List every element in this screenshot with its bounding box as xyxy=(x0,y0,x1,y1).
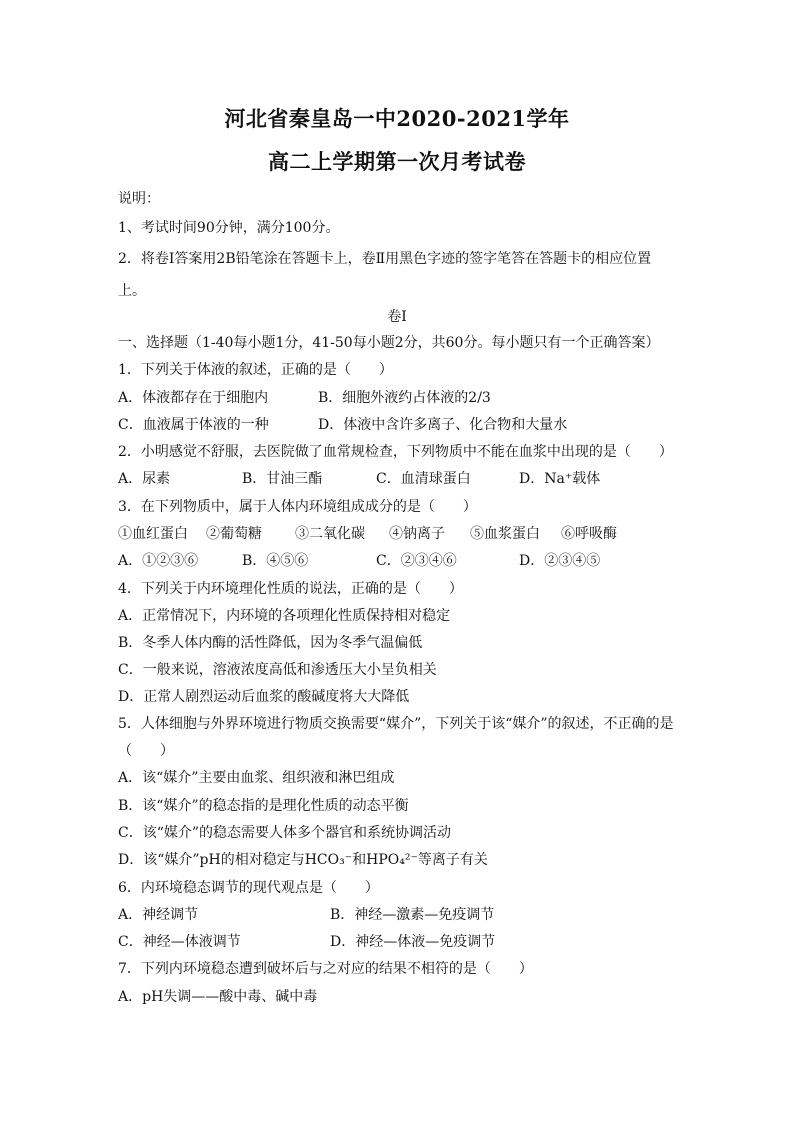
q2-option-c: C．血清球蛋白 xyxy=(376,471,471,487)
instruction-item-2: 2．将卷Ⅰ答案用2B铅笔涂在答题卡上，卷Ⅱ用黑色字迹的签字笔答在答题卡的相应位置 xyxy=(118,251,652,267)
question-5-stem-cont: （ ） xyxy=(118,743,174,759)
q3-option-a: A．①②③⑥ xyxy=(118,553,199,569)
part-heading: 一、选择题（1-40每小题1分，41-50每小题2分，共60分。每小题只有一个正确答案） xyxy=(118,335,660,351)
q3-item-1: ①血红蛋白 xyxy=(118,526,188,542)
question-4-stem: 4．下列关于内环境理化性质的说法，正确的是（ ） xyxy=(118,581,463,597)
q4-option-a: A．正常情况下，内环境的各项理化性质保持相对稳定 xyxy=(118,608,451,624)
q2-option-d: D．Na⁺载体 xyxy=(519,471,601,487)
q7-option-a: A．pH失调——酸中毒、碱中毒 xyxy=(118,989,318,1005)
question-2-stem: 2．小明感觉不舒服，去医院做了血常规检查，下列物质中不能在血浆中出现的是（ ） xyxy=(118,444,673,460)
q5-option-d: D．该“媒介”pH的相对稳定与HCO₃⁻和HPO₄²⁻等离子有关 xyxy=(118,852,488,868)
instructions-label: 说明： xyxy=(118,191,160,207)
q4-option-d: D．正常人剧烈运动后血浆的酸碱度将大大降低 xyxy=(118,689,410,705)
question-7-stem: 7．下列内环境稳态遭到破坏后与之对应的结果不相符的是（ ） xyxy=(118,961,533,977)
q5-option-c: C．该“媒介”的稳态需要人体多个器官和系统协调活动 xyxy=(118,825,452,841)
q3-item-2: ②葡萄糖 xyxy=(206,526,262,542)
q5-option-a: A．该“媒介”主要由血浆、组织液和淋巴组成 xyxy=(118,770,395,786)
section-title: 卷Ⅰ xyxy=(387,309,407,325)
q3-item-6: ⑥呼吸酶 xyxy=(561,526,617,542)
instruction-item-1: 1、考试时间90分钟，满分100分。 xyxy=(118,220,340,236)
question-5-stem: 5．人体细胞与外界环境进行物质交换需要“媒介”，下列关于该“媒介”的叙述，不正确的是 xyxy=(118,716,674,732)
question-6-stem: 6．内环境稳态调节的现代观点是（ ） xyxy=(118,880,379,896)
instruction-item-2-cont: 上。 xyxy=(118,283,146,299)
q1-option-b: B．细胞外液约占体液的2/3 xyxy=(318,390,491,406)
question-1-stem: 1．下列关于体液的叙述，正确的是（ ） xyxy=(118,362,393,378)
q6-option-a: A．神经调节 xyxy=(118,907,199,923)
q4-option-c: C．一般来说，溶液浓度高低和渗透压大小呈负相关 xyxy=(118,662,437,678)
q1-option-a: A．体液都存在于细胞内 xyxy=(118,390,269,406)
q6-option-d: D．神经—体液—免疫调节 xyxy=(330,934,496,950)
q6-option-c: C．神经—体液调节 xyxy=(118,934,241,950)
q2-option-b: B．甘油三酯 xyxy=(242,471,323,487)
q3-item-5: ⑤血浆蛋白 xyxy=(470,526,540,542)
q3-item-4: ④钠离子 xyxy=(389,526,445,542)
exam-title-line2: 高二上学期第一次月考试卷 xyxy=(268,149,526,174)
q3-item-3: ③二氧化碳 xyxy=(295,526,365,542)
q5-option-b: B．该“媒介”的稳态指的是理化性质的动态平衡 xyxy=(118,798,409,814)
q6-option-b: B．神经—激素—免疫调节 xyxy=(330,907,495,923)
q1-option-d: D．体液中含许多离子、化合物和大量水 xyxy=(318,417,568,433)
q3-option-d: D．②③④⑤ xyxy=(519,553,601,569)
q3-option-c: C．②③④⑥ xyxy=(376,553,457,569)
q1-option-c: C．血液属于体液的一种 xyxy=(118,417,269,433)
q3-option-b: B．④⑤⑥ xyxy=(242,553,309,569)
question-3-stem: 3．在下列物质中，属于人体内环境组成成分的是（ ） xyxy=(118,499,477,515)
exam-title-line1: 河北省秦皇岛一中2020-2021学年 xyxy=(224,106,570,131)
q4-option-b: B．冬季人体内酶的活性降低，因为冬季气温偏低 xyxy=(118,635,423,651)
q2-option-a: A．尿素 xyxy=(118,471,171,487)
